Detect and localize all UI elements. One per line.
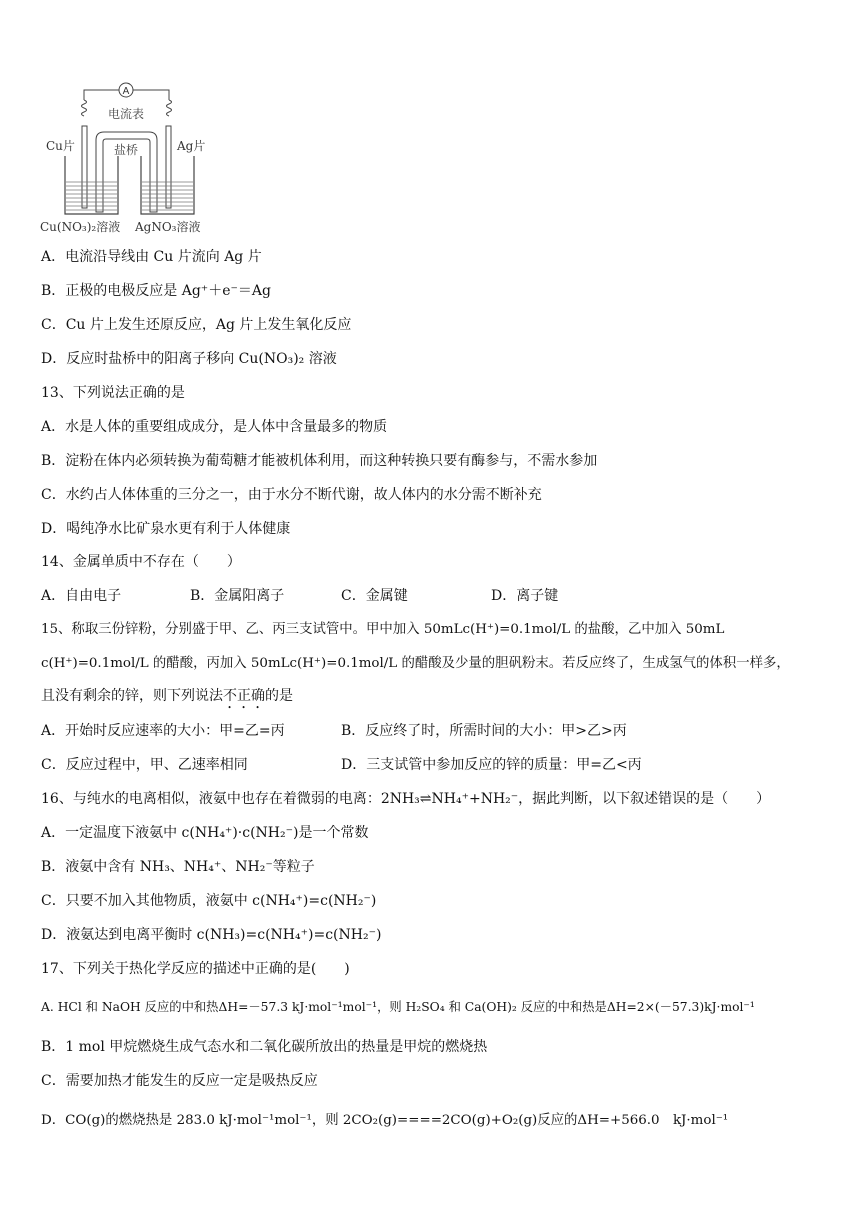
q14-option-d: D．离子键 bbox=[491, 588, 559, 604]
q16-option-a: A．一定温度下液氨中 c(NH₄⁺)·c(NH₂⁻)是一个常数 bbox=[41, 825, 369, 841]
q16-option-d: D．液氨达到电离平衡时 c(NH₃)=c(NH₄⁺)=c(NH₂⁻) bbox=[41, 927, 382, 943]
q17-option-a: A. HCl 和 NaOH 反应的中和热ΔH=－57.3 kJ·mol⁻¹mol⁻¹，则 H₂SO₄ 和 Ca(OH)₂ 反应的中和热是ΔH=2×(－57.3)kJ·mol⁻¹ bbox=[41, 1000, 755, 1014]
q14-stem: 14、金属单质中不存在（ ） bbox=[41, 554, 241, 570]
q15-option-c: C．反应过程中，甲、乙速率相同 bbox=[41, 757, 248, 773]
q17-option-d: D．CO(g)的燃烧热是 283.0 kJ·mol⁻¹mol⁻¹，则 2CO₂(g)====2CO(g)+O₂(g)反应的ΔH=+566.0 kJ·mol⁻¹ bbox=[41, 1113, 729, 1128]
q15-stem-emphasis: 不正确 bbox=[223, 688, 265, 704]
q12-option-d: D．反应时盐桥中的阳离子移向 Cu(NO₃)₂ 溶液 bbox=[41, 351, 337, 367]
q15-stem-post: 的是 bbox=[265, 688, 293, 704]
q15-stem-pre: 且没有剩余的锌，则下列说法 bbox=[41, 688, 223, 704]
left-beaker bbox=[65, 156, 118, 214]
q17-option-b: B．1 mol 甲烷燃烧生成气态水和二氧化碳所放出的热量是甲烷的燃烧热 bbox=[41, 1039, 488, 1055]
q15-option-d: D．三支试管中参加反应的锌的质量：甲=乙<丙 bbox=[341, 757, 642, 773]
q15-stem-line1: 15、称取三份锌粉，分别盛于甲、乙、丙三支试管中。甲中加入 50mLc(H⁺)=0.1mol/L 的盐酸，乙中加入 50mL bbox=[41, 622, 725, 637]
q16-stem: 16、与纯水的电离相似，液氨中也存在着微弱的电离：2NH₃⇌NH₄⁺+NH₂⁻，据此判断，以下叙述错误的是（ ） bbox=[41, 791, 771, 807]
q16-option-b: B．液氨中含有 NH₃、NH₄⁺、NH₂⁻等粒子 bbox=[41, 859, 315, 875]
q12-option-b: B．正极的电极反应是 Ag⁺＋e⁻＝Ag bbox=[41, 283, 271, 299]
left-electrode-label: Cu片 bbox=[46, 139, 75, 153]
left-solution bbox=[66, 182, 117, 210]
q15-stem-line2: c(H⁺)=0.1mol/L 的醋酸，丙加入 50mLc(H⁺)=0.1mol/L 的醋酸及少量的胆矾粉末。若反应终了，生成氢气的体积一样多， bbox=[41, 656, 790, 671]
q15-option-a: A．开始时反应速率的大小：甲=乙=丙 bbox=[41, 723, 285, 739]
ammeter-symbol: A bbox=[122, 86, 130, 97]
q13-option-c: C．水约占人体体重的三分之一，由于水分不断代谢，故人体内的水分需不断补充 bbox=[41, 487, 542, 503]
ag-electrode bbox=[166, 126, 171, 208]
q14-option-c: C．金属键 bbox=[341, 588, 408, 604]
q13-option-a: A．水是人体的重要组成成分，是人体中含量最多的物质 bbox=[41, 419, 388, 435]
q13-option-b: B．淀粉在体内必须转换为葡萄糖才能被机体利用，而这种转换只要有酶参与，不需水参加 bbox=[41, 453, 598, 469]
right-solution-label: AgNO₃溶液 bbox=[135, 220, 201, 234]
q13-stem: 13、下列说法正确的是 bbox=[41, 385, 185, 401]
q16-option-c: C．只要不加入其他物质，液氨中 c(NH₄⁺)=c(NH₂⁻) bbox=[41, 893, 377, 909]
galvanic-cell-diagram bbox=[38, 82, 223, 237]
q13-option-d: D．喝纯净水比矿泉水更有利于人体健康 bbox=[41, 521, 291, 537]
left-coil-icon bbox=[82, 100, 87, 116]
right-coil-icon bbox=[167, 100, 172, 116]
q15-stem-line3 bbox=[41, 686, 293, 712]
q17-option-c: C．需要加热才能发生的反应一定是吸热反应 bbox=[41, 1073, 318, 1089]
q12-option-c: C．Cu 片上发生还原反应，Ag 片上发生氧化反应 bbox=[41, 317, 352, 333]
cu-electrode bbox=[82, 126, 87, 208]
ammeter-label: 电流表 bbox=[107, 107, 145, 121]
salt-bridge-label: 盐桥 bbox=[113, 143, 139, 157]
q17-stem: 17、下列关于热化学反应的描述中正确的是( ) bbox=[41, 961, 350, 977]
q14-option-b: B．金属阳离子 bbox=[190, 588, 285, 604]
q14-option-a: A．自由电子 bbox=[41, 588, 122, 604]
right-electrode-label: Ag片 bbox=[177, 139, 206, 153]
q15-option-b: B．反应终了时，所需时间的大小：甲>乙>丙 bbox=[341, 723, 627, 739]
q12-option-a: A．电流沿导线由 Cu 片流向 Ag 片 bbox=[41, 249, 262, 265]
left-solution-label: Cu(NO₃)₂溶液 bbox=[40, 220, 121, 234]
